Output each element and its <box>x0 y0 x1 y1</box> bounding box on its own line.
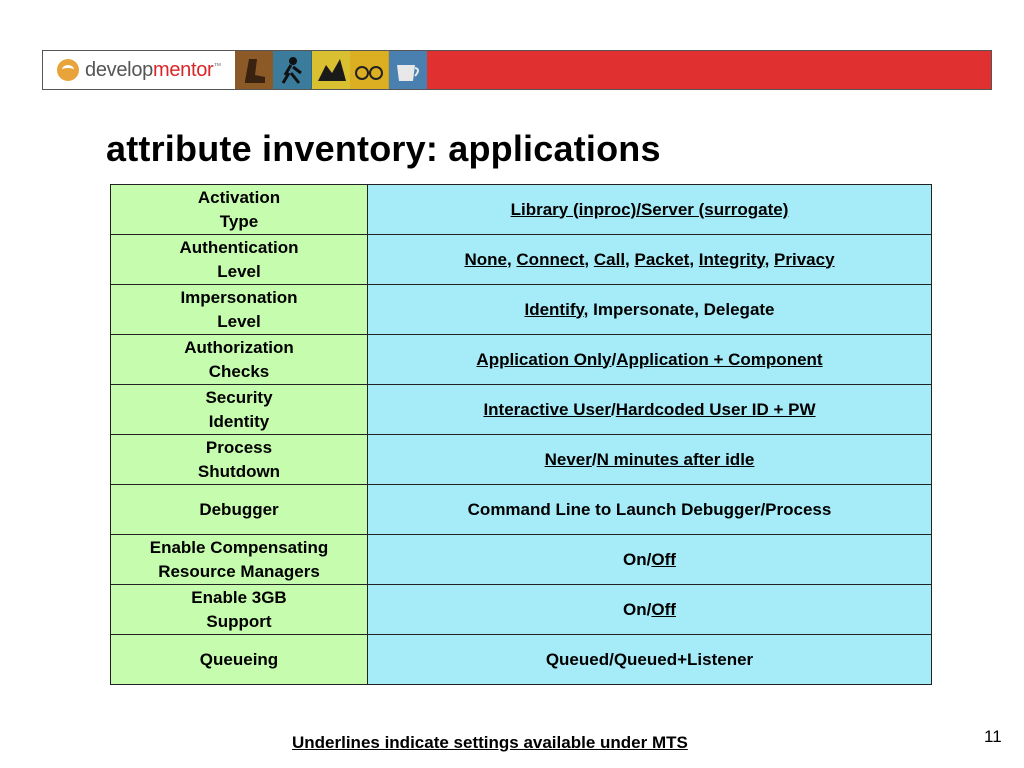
table-row <box>111 435 932 485</box>
mts-setting-text: Application Only <box>476 349 612 369</box>
mts-setting-text: Connect <box>516 249 585 269</box>
attribute-label-cell <box>111 285 368 335</box>
mts-setting-text: Integrity <box>698 249 765 269</box>
attribute-value-cell <box>368 235 932 285</box>
coffee-cup-image-icon <box>389 51 427 89</box>
setting-text: , <box>584 249 594 269</box>
mts-setting-text: Off <box>651 549 676 569</box>
setting-text: Queued/Queued+Listener <box>545 649 754 669</box>
setting-text: / <box>611 399 616 419</box>
attribute-label-cell <box>111 385 368 435</box>
attribute-value-cell <box>368 385 932 435</box>
attribute-value-cell <box>368 635 932 685</box>
attribute-label-line2: Level <box>217 311 261 331</box>
table-row <box>111 185 932 235</box>
table-row <box>111 285 932 335</box>
logo-text-develop: develop <box>85 58 153 81</box>
logo-text-mentor: mentor <box>152 58 214 81</box>
runner-image-icon <box>273 51 311 89</box>
attribute-label-line1: Impersonation <box>180 287 298 307</box>
table-row <box>111 485 932 535</box>
mts-setting-text: Call <box>593 249 626 269</box>
attribute-label-cell <box>111 635 368 685</box>
logo-trademark: ™ <box>213 60 222 70</box>
mts-setting-text: Never <box>544 449 592 469</box>
table-row <box>111 635 932 685</box>
mts-setting-text: Application + Component <box>616 349 823 369</box>
mts-setting-text: Interactive User <box>483 399 612 419</box>
attribute-value-cell <box>368 535 932 585</box>
attribute-value-cell <box>368 285 932 335</box>
attribute-label-line1: Authorization <box>184 337 294 357</box>
page-number: 11 <box>984 727 1002 746</box>
attribute-label-line2: Level <box>217 261 261 281</box>
developmentor-logo <box>43 51 235 89</box>
attribute-value-cell <box>368 335 932 385</box>
attribute-table <box>110 184 932 685</box>
attribute-label-line1: Debugger <box>199 499 279 519</box>
slide-title: attribute inventory: applications <box>106 128 661 169</box>
mts-setting-text: Off <box>651 599 676 619</box>
attribute-label-line1: Activation <box>197 187 281 207</box>
setting-text: On/ <box>623 599 652 619</box>
setting-text: / <box>591 449 597 469</box>
table-row <box>111 585 932 635</box>
attribute-label-cell <box>111 485 368 535</box>
attribute-label-line2: Checks <box>208 361 270 381</box>
attribute-value-cell <box>368 435 932 485</box>
attribute-value-cell <box>368 185 932 235</box>
glasses-image-icon <box>350 51 388 89</box>
attribute-label-line1: Authentication <box>179 237 299 257</box>
attribute-value-cell <box>368 585 932 635</box>
mts-setting-text: None <box>464 249 507 269</box>
logo-swoosh-icon <box>57 59 79 81</box>
attribute-label-cell <box>111 185 368 235</box>
setting-text: On/ <box>623 549 652 569</box>
attribute-label-line2: Support <box>206 611 272 631</box>
header-banner <box>42 50 992 90</box>
mts-setting-text: Hardcoded User ID + PW <box>615 399 816 419</box>
setting-text: , <box>764 249 775 269</box>
attribute-label-cell <box>111 435 368 485</box>
setting-text: Command Line to Launch Debugger/Process <box>467 499 832 519</box>
attribute-label-cell <box>111 335 368 385</box>
table-row <box>111 535 932 585</box>
attribute-label-cell <box>111 235 368 285</box>
attribute-label-cell <box>111 585 368 635</box>
attribute-label-line2: Resource Managers <box>158 561 320 581</box>
attribute-label-line1: Enable 3GB <box>191 587 287 607</box>
attribute-label-line1: Security <box>205 387 273 407</box>
attribute-label-line1: Queueing <box>199 649 279 669</box>
attribute-label-line1: Enable Compensating <box>149 537 329 557</box>
mts-setting-text: N minutes after idle <box>596 449 755 469</box>
boot-image-icon <box>235 51 273 89</box>
table-row <box>111 385 932 435</box>
setting-text: , Impersonate, Delegate <box>583 299 775 319</box>
mts-setting-text: Privacy <box>774 249 835 269</box>
logo-text <box>85 59 221 82</box>
mts-setting-text: Packet <box>634 249 690 269</box>
header-image-strip <box>235 51 427 89</box>
attribute-value-cell <box>368 485 932 535</box>
attribute-label-line1: Process <box>205 437 273 457</box>
setting-text: , <box>506 249 517 269</box>
figures-image-icon <box>312 51 350 89</box>
mts-setting-text: Library (inproc)/Server (surrogate) <box>510 199 789 219</box>
table-row <box>111 335 932 385</box>
setting-text: / <box>611 349 617 369</box>
footnote: Underlines indicate settings available under MTS <box>292 733 688 752</box>
attribute-label-cell <box>111 535 368 585</box>
attribute-label-line2: Shutdown <box>197 461 281 481</box>
table-row <box>111 235 932 285</box>
attribute-label-line2: Type <box>219 211 259 231</box>
setting-text: , <box>689 249 699 269</box>
attribute-label-line2: Identity <box>208 411 270 431</box>
mts-setting-text: Identify <box>524 299 584 319</box>
header-red-bar <box>427 51 991 89</box>
setting-text: , <box>625 249 635 269</box>
